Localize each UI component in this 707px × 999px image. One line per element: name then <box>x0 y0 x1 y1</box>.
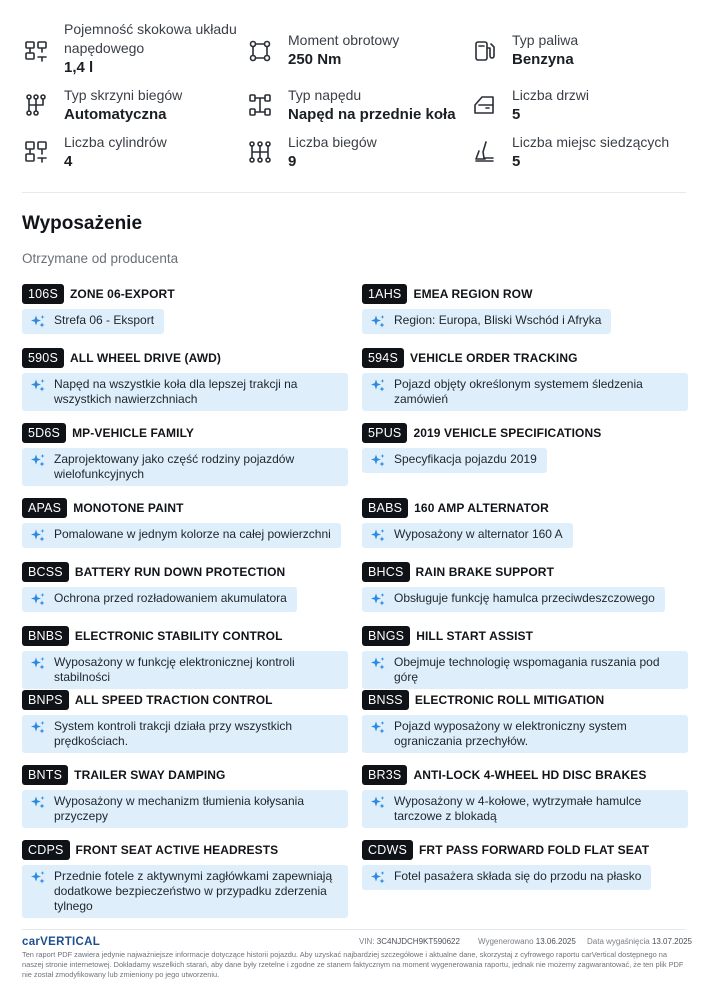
option-description-text: Obsługuje funkcję hamulca przeciwdeszczowego <box>394 591 655 605</box>
equipment-item <box>362 348 692 411</box>
expiry-info <box>587 937 692 946</box>
spec-label: Typ paliwa <box>512 32 579 48</box>
section-title: Wyposażenie <box>22 213 143 234</box>
equipment-item <box>362 840 692 891</box>
option-name: TRAILER SWAY DAMPING <box>74 768 226 782</box>
option-name: ELECTRONIC ROLL MITIGATION <box>414 693 605 707</box>
spec-label: Liczba miejsc siedzących <box>512 134 670 150</box>
option-description <box>362 715 688 753</box>
option-description <box>362 373 688 411</box>
equipment-item <box>22 562 352 613</box>
spec-value: 1,4 l <box>64 59 94 76</box>
sparkle-icon <box>370 378 386 394</box>
option-description-text: Specyfikacja pojazdu 2019 <box>394 452 537 466</box>
sparkle-icon <box>30 656 46 672</box>
option-name: MONOTONE PAINT <box>73 501 184 515</box>
option-description-text: Przednie fotele z aktywnymi zagłówkami zapewniają dodatkowe bezpieczeństwo w przypadku zderzenia tylnego <box>54 869 333 913</box>
sparkle-icon <box>370 314 386 330</box>
option-description-text: Zaprojektowany jako część rodziny pojazdów wielofunkcyjnych <box>54 452 295 481</box>
option-code: BR3S <box>362 765 407 785</box>
car-door-icon <box>470 91 498 119</box>
option-description <box>362 790 688 828</box>
vin-info <box>359 937 460 946</box>
option-code: BABS <box>362 498 408 518</box>
option-description-text: Strefa 06 - Eksport <box>54 313 155 327</box>
option-description-text: Ochrona przed rozładowaniem akumulatora <box>54 591 287 605</box>
equipment-item <box>362 423 692 474</box>
equipment-item <box>362 562 692 613</box>
spec-value: 9 <box>288 153 297 170</box>
option-code: 1AHS <box>362 284 407 304</box>
option-name: HILL START ASSIST <box>416 629 534 643</box>
option-description-text: Pojazd wyposażony w elektroniczny system ograniczania przechyłów. <box>394 719 627 748</box>
option-description <box>362 651 688 689</box>
option-name: BATTERY RUN DOWN PROTECTION <box>74 565 286 579</box>
sparkle-icon <box>370 656 386 672</box>
spec-value: Automatyczna <box>64 106 167 123</box>
option-name: ZONE 06-EXPORT <box>70 287 175 301</box>
footer-divider <box>22 929 686 930</box>
sparkle-icon <box>370 592 386 608</box>
sparkle-icon <box>30 870 46 886</box>
option-name: MP-VEHICLE FAMILY <box>72 426 195 440</box>
vin-value: 3C4NJDCH9KT590622 <box>376 937 460 946</box>
section-divider <box>22 192 686 193</box>
sparkle-icon <box>370 453 386 469</box>
option-name: RAIN BRAKE SUPPORT <box>415 565 555 579</box>
option-code: 594S <box>362 348 404 368</box>
option-description <box>362 865 651 890</box>
gearbox-icon <box>22 91 50 119</box>
option-description <box>22 865 348 918</box>
equipment-item <box>22 626 352 689</box>
generated-label: Wygenerowano <box>478 937 534 946</box>
spec-label: Liczba cylindrów <box>64 134 167 150</box>
option-description-text: Pojazd objęty określonym systemem śledzenia zamówień <box>394 377 643 406</box>
equipment-item <box>362 498 692 549</box>
option-description <box>362 448 547 473</box>
torque-icon <box>246 37 274 65</box>
option-description <box>362 309 611 334</box>
option-code: BNBS <box>22 626 69 646</box>
equipment-item <box>22 840 352 918</box>
option-description <box>22 309 164 334</box>
gears-icon <box>246 138 274 166</box>
sparkle-icon <box>30 720 46 736</box>
option-code: BNTS <box>22 765 68 785</box>
option-name: FRT PASS FORWARD FOLD FLAT SEAT <box>419 843 650 857</box>
spec-value: Benzyna <box>512 51 574 68</box>
drivetrain-icon <box>246 91 274 119</box>
option-name: ALL WHEEL DRIVE (AWD) <box>70 351 221 365</box>
spec-label: Typ napędu <box>288 87 362 103</box>
spec-value: Napęd na przednie koła <box>288 106 456 123</box>
engine-displacement-icon <box>22 37 50 65</box>
cylinders-icon <box>22 138 50 166</box>
sparkle-icon <box>370 528 386 544</box>
sparkle-icon <box>30 453 46 469</box>
option-code: 5PUS <box>362 423 407 443</box>
vin-label: VIN: <box>359 937 375 946</box>
car-seat-icon <box>470 138 498 166</box>
option-description-text: Wyposażony w funkcję elektronicznej kontroli stabilności <box>54 655 295 684</box>
sparkle-icon <box>370 870 386 886</box>
equipment-item <box>362 765 692 828</box>
option-description-text: Wyposażony w alternator 160 A <box>394 527 563 541</box>
option-description <box>22 715 348 753</box>
option-code: BNSS <box>362 690 409 710</box>
option-description <box>362 587 665 612</box>
option-name: ALL SPEED TRACTION CONTROL <box>74 693 273 707</box>
expiry-label: Data wygaśnięcia <box>587 937 650 946</box>
sparkle-icon <box>370 795 386 811</box>
equipment-item <box>22 765 352 828</box>
sparkle-icon <box>30 592 46 608</box>
equipment-item <box>362 284 692 335</box>
equipment-item <box>362 690 692 753</box>
option-description-text: Obejmuje technologię wspomagania ruszania pod górę <box>394 655 660 684</box>
option-description <box>22 651 348 689</box>
option-name: ANTI-LOCK 4-WHEEL HD DISC BRAKES <box>413 768 647 782</box>
option-description <box>22 523 341 548</box>
option-code: 5D6S <box>22 423 66 443</box>
fuel-pump-icon <box>470 37 498 65</box>
option-code: 590S <box>22 348 64 368</box>
generated-date: 13.06.2025 <box>535 937 576 946</box>
sparkle-icon <box>30 314 46 330</box>
equipment-item <box>22 690 352 753</box>
option-code: BHCS <box>362 562 410 582</box>
option-name: 2019 VEHICLE SPECIFICATIONS <box>413 426 602 440</box>
option-description <box>22 587 297 612</box>
spec-label: Moment obrotowy <box>288 32 400 48</box>
spec-value: 250 Nm <box>288 51 342 68</box>
sparkle-icon <box>30 795 46 811</box>
option-description-text: Napęd na wszystkie koła dla lepszej trakcji na wszystkich nawierzchniach <box>54 377 298 406</box>
option-description-text: System kontroli trakcji działa przy wszystkich prędkościach. <box>54 719 293 748</box>
sparkle-icon <box>370 720 386 736</box>
spec-value: 5 <box>512 153 521 170</box>
spec-value: 5 <box>512 106 521 123</box>
option-name: FRONT SEAT ACTIVE HEADRESTS <box>75 843 279 857</box>
option-description <box>362 523 573 548</box>
expiry-date: 13.07.2025 <box>651 937 692 946</box>
option-code: APAS <box>22 498 67 518</box>
option-name: VEHICLE ORDER TRACKING <box>410 351 578 365</box>
spec-label: Liczba drzwi <box>512 87 590 103</box>
option-code: BCSS <box>22 562 69 582</box>
option-description-text: Fotel pasażera składa się do przodu na płasko <box>394 869 642 883</box>
option-name: EMEA REGION ROW <box>413 287 533 301</box>
equipment-item <box>22 423 352 486</box>
spec-label: Typ skrzyni biegów <box>64 87 183 103</box>
footer-disclaimer: Ten raport PDF zawiera jedynie najważniejsze informacje dotyczące historii pojazdu. Aby uzyskać najbardziej szczegółowe i aktualne dane, skorzystaj z cyfrowego raportu carVertical dostępnego na naszej stronie internetowej. Dokładamy wszelkich starań, aby dane były rzetelne i zgodne ze stanem faktycznym na moment wygenerowania raportu, jednak nie możemy zagwarantować, że ten plik PDF nie został zmodyfikowany lub zmieniony po jego utworzeniu. <box>22 950 684 979</box>
carvertical-logo: carVERTICAL <box>22 936 101 948</box>
equipment-item <box>22 498 352 549</box>
option-code: BNPS <box>22 690 69 710</box>
option-code: CDWS <box>362 840 413 860</box>
generated-info <box>478 937 576 946</box>
equipment-item <box>362 626 692 689</box>
option-code: BNGS <box>362 626 410 646</box>
option-description-text: Wyposażony w 4-kołowe, wytrzymałe hamulce tarczowe z blokadą <box>394 794 642 823</box>
option-name: 160 AMP ALTERNATOR <box>414 501 549 515</box>
option-description-text: Pomalowane w jednym kolorze na całej powierzchni <box>54 527 331 541</box>
spec-label: Liczba biegów <box>288 134 377 150</box>
option-code: 106S <box>22 284 64 304</box>
option-description <box>22 373 348 411</box>
option-code: CDPS <box>22 840 70 860</box>
sparkle-icon <box>30 528 46 544</box>
spec-value: 4 <box>64 153 73 170</box>
section-subtitle: Otrzymane od producenta <box>22 251 179 266</box>
sparkle-icon <box>30 378 46 394</box>
option-description-text: Wyposażony w mechanizm tłumienia kołysania przyczepy <box>54 794 304 823</box>
equipment-item <box>22 348 352 411</box>
spec-label: Pojemność skokowa układu napędowego <box>64 21 237 56</box>
equipment-item <box>22 284 352 335</box>
option-description-text: Region: Europa, Bliski Wschód i Afryka <box>394 313 602 327</box>
option-description <box>22 448 348 486</box>
option-description <box>22 790 348 828</box>
option-name: ELECTRONIC STABILITY CONTROL <box>74 629 283 643</box>
